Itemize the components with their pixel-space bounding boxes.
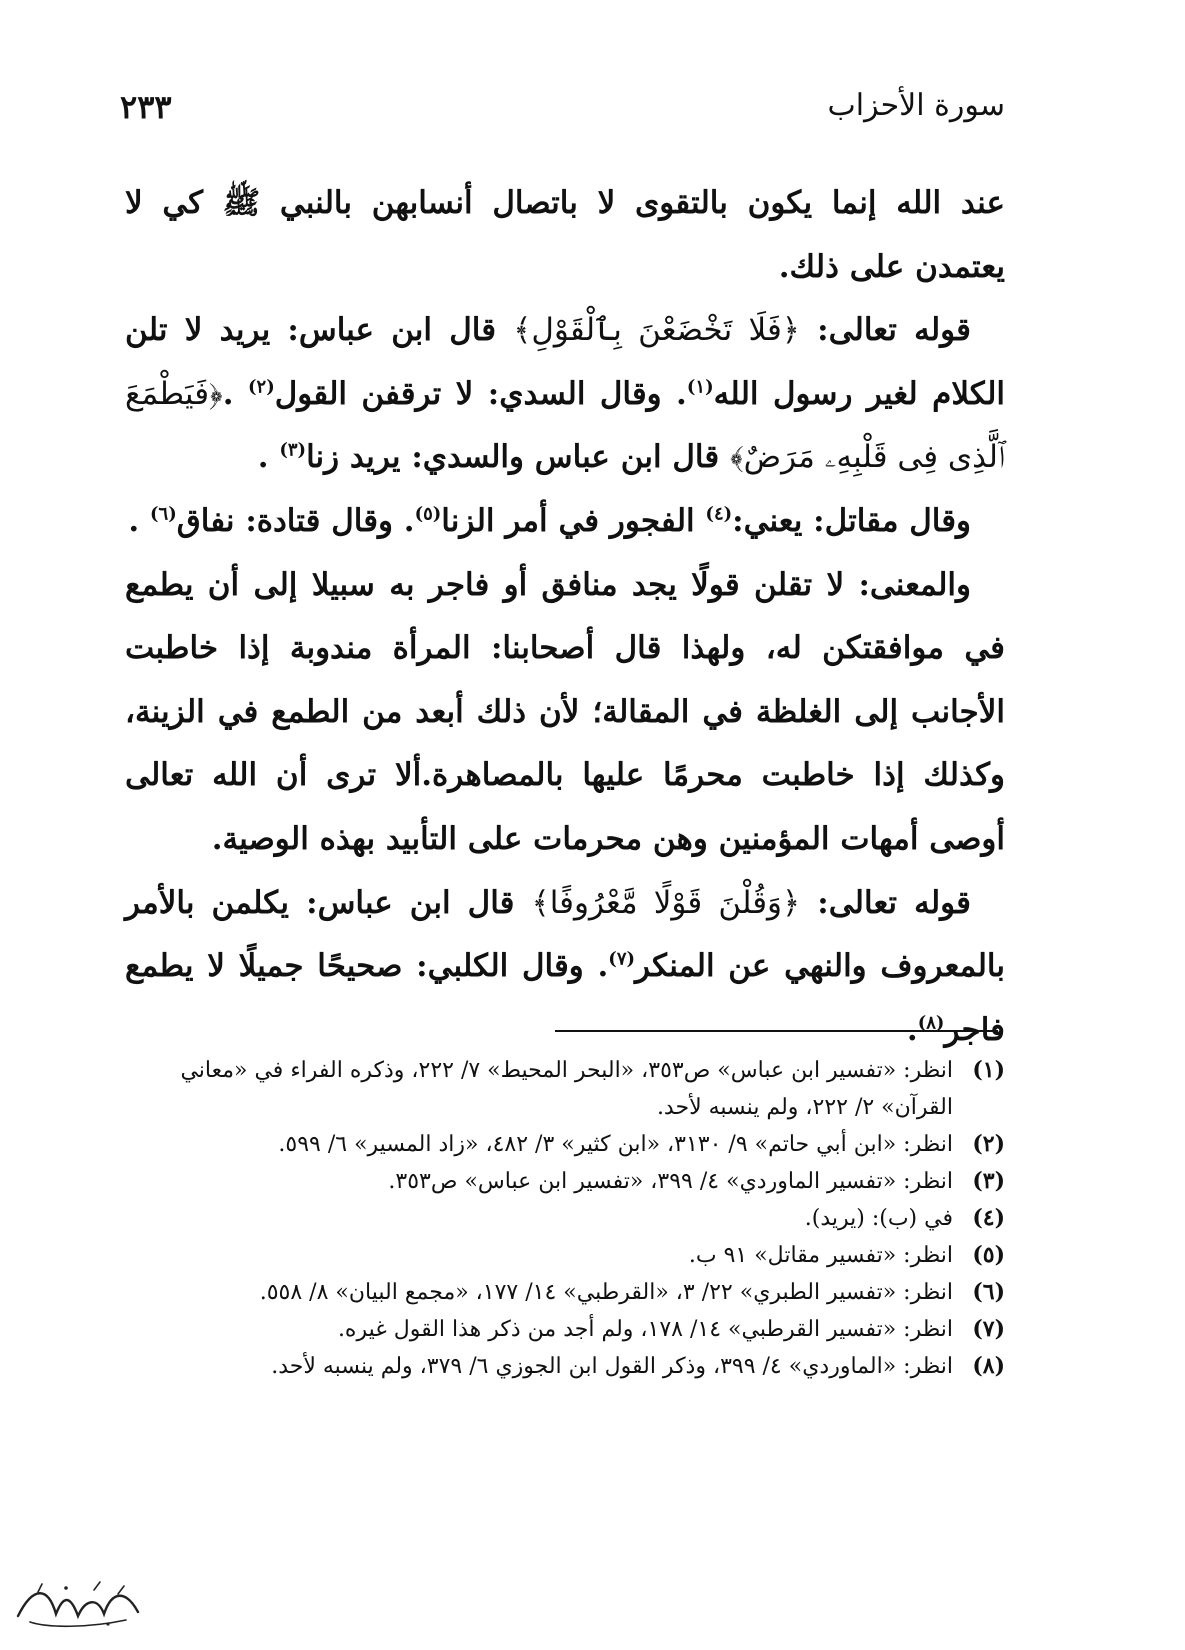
- footnote-number: (٧): [972, 1316, 1005, 1342]
- paragraph-5: [125, 872, 1005, 1063]
- p3-text-2: الفجور في أمر الزنا: [441, 502, 706, 539]
- footnote-text: انظر: «الماوردي» ٤/ ٣٩٩، وذكر القول ابن الجوزي ٦/ ٣٧٩، ولم ينسبه لأحد.: [271, 1354, 953, 1379]
- footnote-number: (٦): [972, 1279, 1005, 1305]
- footnote-5: [120, 1237, 1005, 1274]
- p3-text-3: . وقال قتادة: نفاق: [176, 502, 415, 539]
- quran-verse-3: ﴿وَقُلْنَ قَوْلًا مَّعْرُوفًا﴾: [531, 884, 801, 921]
- p5-text-2: . وقال الكلبي: صحيحًا جميلًا لا يطمع فاجر: [125, 948, 1005, 1048]
- footnote-divider: [555, 1030, 998, 1032]
- p2-text-1: قال ابن عباس: يريد لا تلن الكلام لغير رسول الله: [125, 312, 1006, 412]
- footnote-number: (٣): [972, 1168, 1005, 1194]
- p2-text-3: .: [222, 375, 248, 412]
- footnote-number: (٨): [972, 1353, 1005, 1379]
- paragraph-2: [125, 299, 1005, 490]
- calligraphy-logo-icon: [8, 1576, 148, 1636]
- footnote-number: (٥): [972, 1242, 1005, 1268]
- footnote-8: [120, 1348, 1005, 1385]
- footnote-3: [120, 1163, 1005, 1200]
- p5-lead: قوله تعالى:: [800, 884, 971, 921]
- footnote-number: (١): [972, 1057, 1005, 1083]
- footnote-ref-5[interactable]: (٥): [414, 503, 442, 525]
- footnote-ref-1[interactable]: (١): [686, 376, 714, 398]
- p2-text-4: قال ابن عباس والسدي: يريد زنا: [306, 439, 730, 476]
- footnote-ref-3[interactable]: (٣): [279, 440, 307, 462]
- p2-text-5: .: [257, 439, 280, 476]
- paragraph-3: [125, 490, 1005, 554]
- footnote-6: [120, 1274, 1005, 1311]
- footnote-2: [120, 1126, 1005, 1163]
- footnote-text: انظر: «تفسير مقاتل» ٩١ ب.: [688, 1243, 953, 1268]
- footnote-1: [120, 1052, 1005, 1126]
- surah-title: سورة الأحزاب: [827, 88, 1005, 123]
- footnote-text: انظر: «تفسير ابن عباس» ص٣٥٣، «البحر المحيط» ٧/ ٢٢٢، وذكره الفراء في «معاني القرآن» ٢/ ٢٢٢، ولم ينسبه لأحد.: [180, 1058, 953, 1120]
- page-header: [120, 88, 1005, 138]
- footnote-text: انظر: «تفسير الطبري» ٢٢/ ٣، «القرطبي» ١٤/ ١٧٧، «مجمع البيان» ٨/ ٥٥٨.: [259, 1280, 953, 1305]
- p5-text-3: .: [906, 1011, 918, 1048]
- footnote-number: (٢): [972, 1131, 1005, 1157]
- footnote-ref-6[interactable]: (٦): [149, 503, 177, 525]
- p3-text-1: وقال مقاتل: يعني:: [732, 502, 971, 539]
- quran-verse-1: ﴿فَلَا تَخْضَعْنَ بِٱلْقَوْلِ﴾: [513, 312, 800, 349]
- footnote-text: في (ب): (يريد).: [804, 1206, 953, 1231]
- footnote-ref-2[interactable]: (٢): [247, 376, 275, 398]
- footnote-ref-4[interactable]: (٤): [705, 503, 733, 525]
- main-text: [125, 172, 1005, 1062]
- paragraph-4: والمعنى: لا تقلن قولًا يجد منافق أو فاجر به سبيلا إلى أن يطمع في موافقتكن له، ولهذا قال أصحابنا: المرأة مندوبة إذا خاطبت الأجانب إلى الغلظة في المقالة؛ لأن ذلك أبعد من الطمع في الزينة، وكذلك إذا خاطبت محرمًا عليها بالمصاهرة.ألا ترى أن الله تعالى أوصى أمهات المؤمنين وهن محرمات على التأبيد بهذه الوصية.: [125, 566, 1005, 857]
- quran-verse-2: ﴿فَيَطْمَعَ ٱلَّذِى فِى قَلْبِهِۦ مَرَضٌ﴾: [125, 375, 1005, 476]
- footnote-text: انظر: «تفسير الماوردي» ٤/ ٣٩٩، «تفسير ابن عباس» ص٣٥٣.: [388, 1169, 953, 1194]
- footnote-4: [120, 1200, 1005, 1237]
- page-number: ٢٣٣: [120, 88, 172, 126]
- footnote-7: [120, 1311, 1005, 1348]
- p5-text-1: قال ابن عباس: يكلمن بالأمر بالمعروف والنهي عن المنكر: [125, 884, 1005, 985]
- footnote-number: (٤): [972, 1205, 1005, 1231]
- p2-text-2: . وقال السدي: لا ترقفن القول: [274, 375, 687, 412]
- footnote-text: انظر: «ابن أبي حاتم» ٩/ ٣١٣٠، «ابن كثير» ٣/ ٤٨٢، «زاد المسير» ٦/ ٥٩٩.: [278, 1132, 953, 1157]
- paragraph-1: عند الله إنما يكون بالتقوى لا باتصال أنسابهن بالنبي ﷺ كي لا يعتمدن على ذلك.: [125, 185, 1005, 285]
- footnote-ref-8[interactable]: (٨): [917, 1012, 945, 1034]
- footnote-text: انظر: «تفسير القرطبي» ١٤/ ١٧٨، ولم أجد من ذكر هذا القول غيره.: [337, 1317, 953, 1342]
- p2-lead: قوله تعالى:: [799, 312, 971, 349]
- footnote-ref-7[interactable]: (٧): [608, 948, 636, 970]
- footnotes: [120, 1052, 1005, 1385]
- p3-text-4: .: [128, 502, 150, 539]
